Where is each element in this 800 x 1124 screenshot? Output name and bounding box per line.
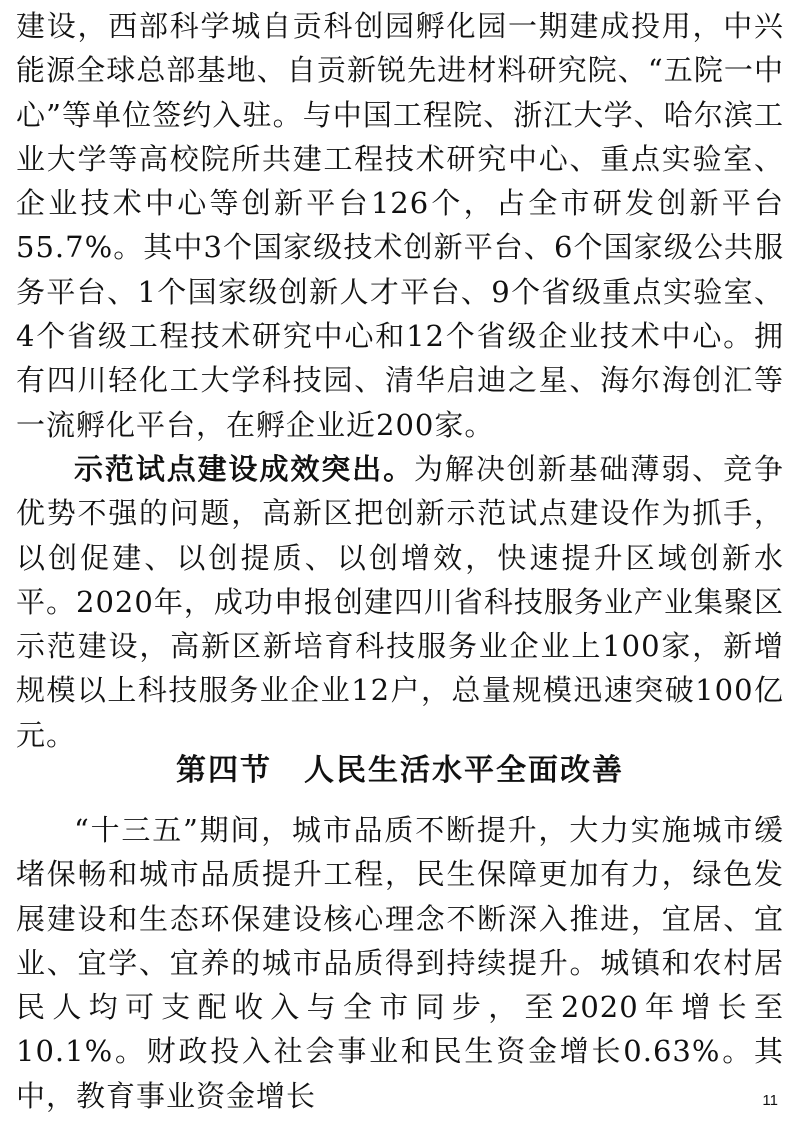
page-number: 11: [762, 1092, 778, 1109]
paragraph-lead-heading: 示范试点建设成效突出。: [74, 452, 414, 486]
section-heading: 第四节 人民生活水平全面改善: [176, 753, 624, 788]
paragraph-living-standards: “十三五”期间，城市品质不断提升，大力实施城市缓堵保畅和城市品质提升工程，民生保障更加有力，绿色发展建设和生态环保建设核心理念不断深入推进，宜居、宜业、宜学、宜养的城市品质得到持续提升。城镇和农村居民人均可支配收入与全市同步，至2020年增长至10.1%。财政投入社会事业和民生资金增长0.63%。其中，教育事业资金增长: [16, 813, 784, 1113]
paragraph-innovation-platforms: 建设，西部科学城自贡科创园孵化园一期建成投用，中兴能源全球总部基地、自贡新锐先进材料研究院、“五院一中心”等单位签约入驻。与中国工程院、浙江大学、哈尔滨工业大学等高校院所共建工程技术研究中心、重点实验室、企业技术中心等创新平台126个，占全市研发创新平台55.7%。其中3个国家级技术创新平台、6个国家级公共服务平台、1个国家级创新人才平台、9个省级重点实验室、4个省级工程技术研究中心和12个省级企业技术中心。拥有四川轻化工大学科技园、清华启迪之星、海尔海创汇等一流孵化平台，在孵企业近200家。: [16, 9, 784, 442]
paragraph-body: 为解决创新基础薄弱、竞争优势不强的问题，高新区把创新示范试点建设作为抓手，以创促建、以创提质、以创增效，快速提升区域创新水平。2020年，成功申报创建四川省科技服务业产业集聚区示范建设，高新区新培育科技服务业企业上100家，新增规模以上科技服务业企业12户，总量规模迅速突破100亿元。: [16, 452, 784, 752]
paragraph-pilot-demonstration: [16, 447, 784, 757]
